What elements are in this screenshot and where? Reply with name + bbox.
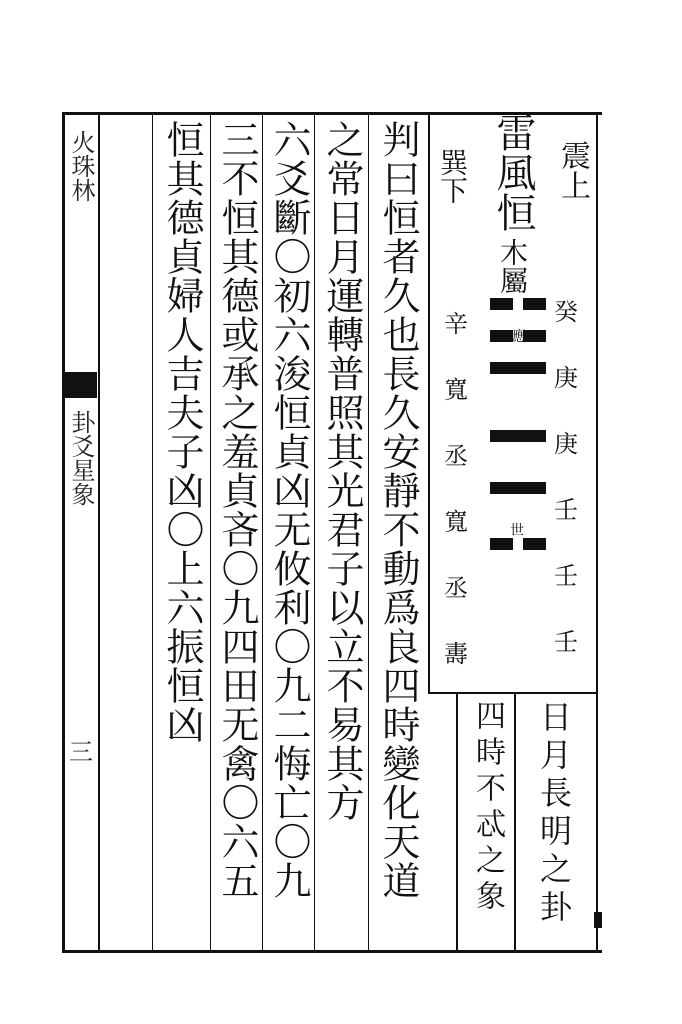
page-number [64,740,98,764]
text-column-4 [212,120,262,900]
trigram-lower [436,148,468,204]
stem-upper-5: 壬 [554,562,578,590]
ying-note: 應 [512,329,526,345]
stem-lower-3: 丞 [444,442,468,470]
header-left-rule [428,112,430,692]
stems-upper [548,300,584,654]
col-rule-1 [368,115,369,950]
box-col-1-text: 日月長明之卦 [535,700,573,928]
gutter-bottom-text: 卦爻星象 [67,410,95,506]
col-rule-4 [210,115,211,950]
box-col-2 [462,700,512,916]
trigram-lower-text: 巽下 [436,148,469,204]
text-column-5 [154,120,210,744]
stem-lower-1: 辛 [444,310,468,338]
trigram-upper-text: 震上 [555,140,590,200]
palace-text: 木屬 [496,238,529,294]
page-number-text: 三 [69,738,93,766]
col-rule-2 [314,115,315,950]
text-column-4-text: 三不恒其德或承之羞貞吝〇九四田无禽〇六五 [215,120,259,900]
hexagram-name-text: 雷風恒 [490,112,536,232]
stem-lower-5: 丞 [444,574,468,602]
text-column-1-text: 判曰恒者久也長久安靜不動爲良四時變化天道 [376,120,420,900]
hexagram-line-4 [490,362,546,374]
gutter-rule [98,112,100,953]
bottom-rule [62,950,602,953]
outer-left-rule [62,112,65,953]
col-rule-3 [262,115,263,950]
stem-lower-4: 寬 [444,508,468,536]
edge-mark [594,912,602,928]
hexagram-name [488,112,538,232]
box-divider [514,694,516,950]
palace [484,238,540,294]
shi-note: 世 [510,523,524,539]
box-col-2-text: 四時不忒之象 [470,700,505,916]
stems-lower [438,312,474,666]
hexagram-line-3 [490,430,546,442]
header-bottom-rule [428,692,598,694]
hexagram-line-6 [490,298,546,310]
box-col-1 [526,700,582,928]
text-column-3-text: 六爻斷〇初六浚恒貞凶无攸利〇九二悔亡〇九 [267,120,311,900]
text-column-1 [370,120,426,900]
col-rule-5 [152,115,153,950]
box-left-rule [456,694,458,950]
text-column-2-text: 之常日月運轉普照其光君子以立不易其方 [320,120,364,822]
gutter-fishtail [65,372,97,398]
trigram-upper [556,140,588,200]
stem-upper-2: 庚 [554,364,578,392]
right-rule [596,112,598,953]
text-column-2 [316,120,368,822]
stem-upper-1: 癸 [554,298,578,326]
hexagram-line-2 [490,482,546,494]
stem-upper-3: 庚 [554,430,578,458]
stem-lower-2: 寬 [444,376,468,404]
stem-upper-4: 壬 [554,496,578,524]
stem-lower-6: 夀 [444,640,468,668]
gutter-bottom [64,410,98,506]
gutter-top [64,130,98,202]
gutter-top-text: 火珠林 [67,130,95,202]
stem-upper-6: 壬 [554,628,578,656]
text-column-5-text: 恒其德貞婦人吉夫子凶〇上六振恒凶 [160,120,204,744]
text-column-3 [264,120,314,900]
